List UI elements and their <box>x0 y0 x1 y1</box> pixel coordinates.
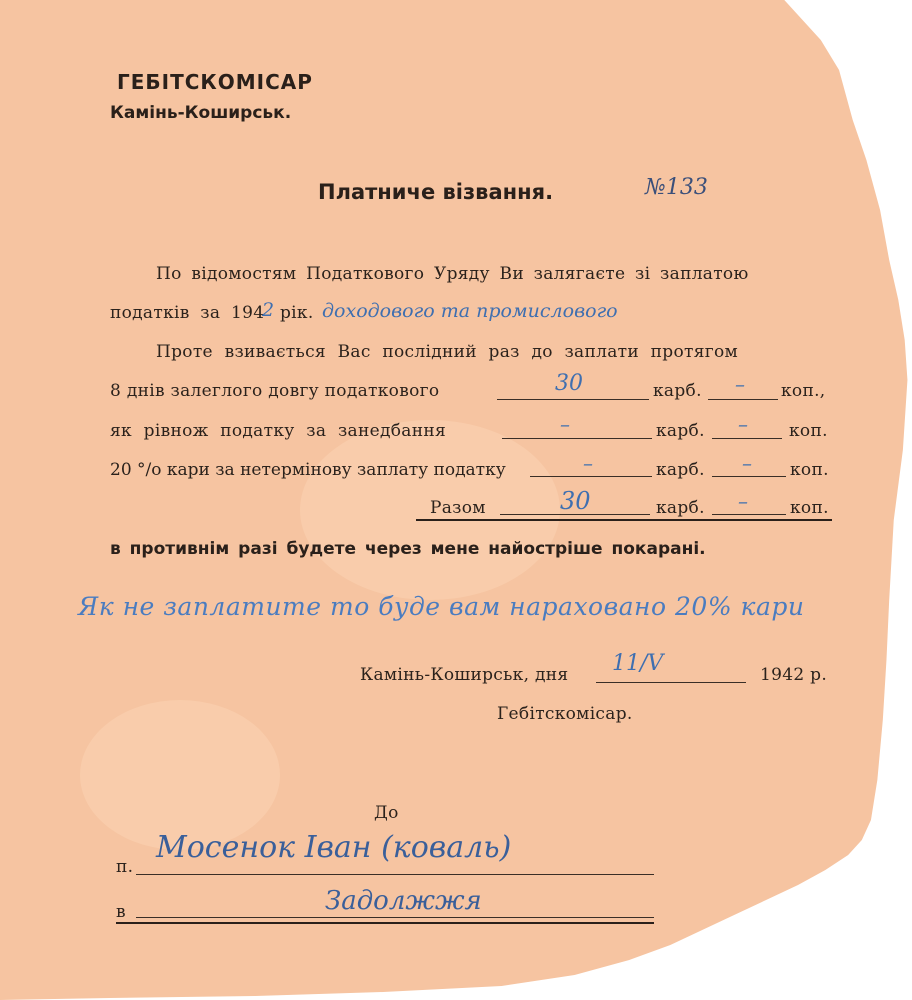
row-neglect-label: як рівнож податку за занедбання <box>110 421 446 441</box>
row-neglect-karb-value: – <box>560 412 570 436</box>
total-underline <box>416 519 832 521</box>
authority-title: ГЕБІТСКОМІСАР <box>117 70 313 94</box>
total-kop-value: – <box>738 489 748 513</box>
warning-text: в противнім разі будете через мене найостріше покарані. <box>110 539 706 559</box>
row-neglect-karb-unit: карб. <box>656 421 705 441</box>
addressee-to-label: До <box>374 803 399 823</box>
addressee-name: Мосенок Іван (коваль) <box>156 830 512 865</box>
paragraph-line-2-suffix: рік. <box>280 303 314 323</box>
tax-year-digit: 2 <box>262 299 275 321</box>
row-penalty-karb-line <box>530 476 652 477</box>
row-penalty-karb-unit: карб. <box>656 460 705 480</box>
row-penalty-kop-line <box>712 476 786 477</box>
row-neglect-kop-unit: коп. <box>789 421 828 441</box>
total-kop-line <box>712 514 786 515</box>
addressee-v-line <box>136 917 654 918</box>
row-debt-kop-unit: коп., <box>781 381 826 401</box>
paragraph-line-1: По відомостям Податкового Уряду Ви залягаєте зі заплатою <box>156 264 749 284</box>
year-value: 1942 р. <box>760 665 828 685</box>
addressee-village: Задолжжя <box>325 886 482 916</box>
addressee-bottom-rule <box>116 922 654 924</box>
paper-stain <box>80 700 280 850</box>
addressee-p-line <box>136 874 654 875</box>
row-penalty-karb-value: – <box>583 451 593 475</box>
total-karb-unit: карб. <box>656 498 705 518</box>
row-neglect-kop-line <box>712 438 782 439</box>
total-kop-unit: коп. <box>790 498 829 518</box>
signature-title: Гебітскомісар. <box>497 704 633 724</box>
row-neglect-kop-value: – <box>738 412 748 436</box>
row-penalty-label: 20 °/о кари за нетермінову заплату податку <box>110 460 506 480</box>
document-number: №133 <box>645 175 708 200</box>
row-debt-karb-value: 30 <box>555 371 583 396</box>
row-debt-kop-value: – <box>735 372 745 396</box>
authority-city: Камінь-Коширськ. <box>110 103 292 123</box>
row-debt-karb-unit: карб. <box>653 381 702 401</box>
row-penalty-kop-unit: коп. <box>790 460 829 480</box>
date-line <box>596 682 746 683</box>
paragraph-line-2-prefix: податків за 194 <box>110 303 265 323</box>
total-label: Разом <box>430 498 486 518</box>
row-neglect-karb-line <box>502 438 652 439</box>
handwritten-penalty-note: Як не заплатите то буде вам нараховано 20% кари <box>78 592 805 621</box>
total-karb-value: 30 <box>560 487 591 515</box>
row-penalty-kop-value: – <box>742 451 752 475</box>
place-date-prefix: Камінь-Коширськ, дня <box>360 665 569 685</box>
row-debt-kop-line <box>708 399 778 400</box>
row-debt-karb-line <box>497 399 649 400</box>
addressee-p-label: п. <box>116 857 134 877</box>
tax-type: доходового та промислового <box>322 300 618 322</box>
paragraph-line-3: Проте взивається Вас послідний раз до заплати протягом <box>156 342 739 362</box>
row-debt-label: 8 днів залеглого довгу податкового <box>110 381 440 401</box>
addressee-v-label: в <box>116 902 126 922</box>
document-title: Платниче візвання. <box>318 180 554 204</box>
date-value: 11/V <box>612 651 664 676</box>
